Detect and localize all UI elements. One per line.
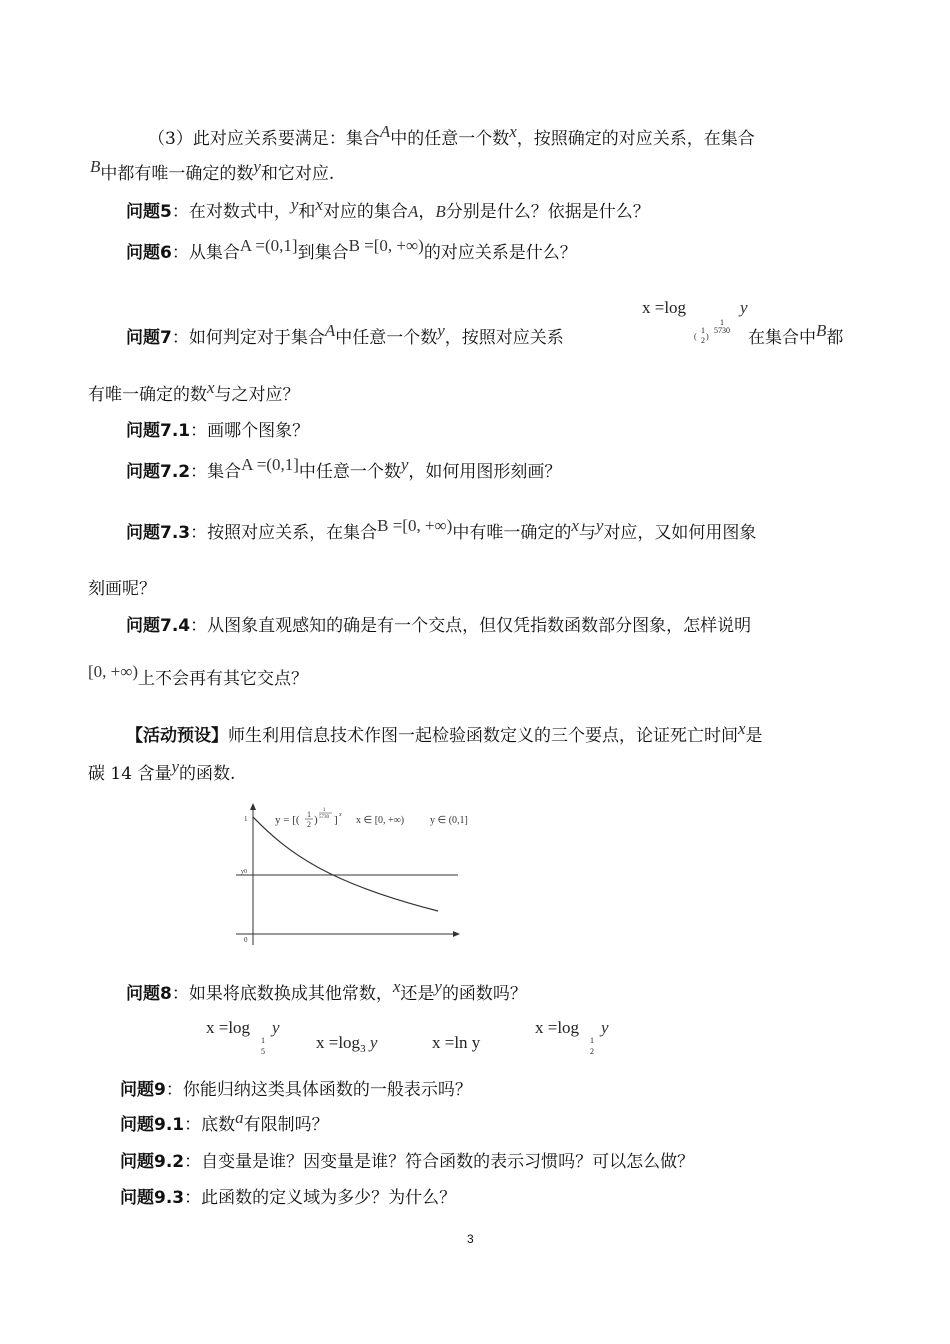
para-condition-3-line1: （3）此对应关系要满足：集合A中的任意一个数x，按照确定的对应关系，在集合 (148, 122, 755, 149)
graph-domain: x ∈ [0, +∞) (356, 815, 405, 826)
tick-label-y0: y0 (241, 869, 247, 875)
question-6: 问题6：从集合A =(0,1]到集合B =[0, +∞)的对应关系是什么？ (126, 236, 577, 263)
formula-log-one-half: x =log 1 2 y (535, 1018, 609, 1056)
graph-eq-exp-num: 1 (323, 808, 326, 813)
activity-preset-line1: 【活动预设】师生利用信息技术作图一起检验函数定义的三个要点，论证死亡时间x是 (126, 719, 763, 746)
question-7-line2: 有唯一确定的数x与之对应？ (88, 378, 300, 405)
x-axis-arrow (453, 931, 460, 937)
decay-curve (253, 817, 438, 911)
formula-log-one-fifth: x =log 1 5 y (206, 1018, 280, 1056)
question-5: 问题5：在对数式中，y和x对应的集合A，B分别是什么？依据是什么？ (126, 195, 650, 222)
y-axis-arrow (250, 803, 256, 810)
set-b-expression: B =[0, +∞) (348, 236, 424, 255)
question-7-line1-end: 在集合中B都 (748, 321, 844, 348)
tick-label-0: 0 (244, 936, 248, 944)
log-formula-q7: x =log y ( 1 2 ) 1 5730 (642, 298, 748, 345)
question-7-4-line1: 问题7.4：从图象直观感知的确是有一个交点，但仅凭指数函数部分图象，怎样说明 (126, 616, 752, 636)
question-9-3: 问题9.3：此函数的定义域为多少？为什么？ (120, 1188, 457, 1208)
question-7-4-line2: [0, +∞)上不会再有其它交点？ (88, 662, 309, 689)
exponential-decay-graph (228, 803, 468, 948)
para-condition-3-line2: B中都有唯一确定的数y和它对应. (90, 157, 335, 184)
graph-eq-part-b: ) (314, 814, 318, 826)
formula-ln: x =ln y (432, 1033, 481, 1052)
graph-eq-frac-den: 2 (307, 820, 311, 829)
graph-eq-part-a: y = [( (275, 814, 300, 826)
graph-range: y ∈ (0,1] (430, 815, 468, 826)
question-9: 问题9：你能归纳这类具体函数的一般表示吗？ (120, 1080, 472, 1100)
tick-label-1: 1 (244, 815, 248, 823)
question-7-1: 问题7.1：画哪个图象？ (126, 421, 310, 441)
question-7-3-line1: 问题7.3：按照对应关系，在集合B =[0, +∞)中有唯一确定的x与y对应，又如何用图象 (126, 516, 757, 543)
question-7-2: 问题7.2：集合A =(0,1]中任意一个数y，如何用图形刻画？ (126, 455, 562, 482)
question-9-2: 问题9.2：自变量是谁？因变量是谁？符合函数的表示习惯吗？可以怎么做？ (120, 1152, 695, 1172)
question-9-1: 问题9.1：底数a有限制吗？ (120, 1108, 329, 1135)
graph-eq-exponent-x: x (339, 812, 342, 818)
question-8: 问题8：如果将底数换成其他常数，x还是y的函数吗？ (126, 977, 527, 1004)
graph-eq-frac-num: 1 (307, 810, 311, 819)
graph-eq-exp-den: 5730 (319, 815, 329, 820)
activity-preset-line2: 碳 14 含量y的函数. (88, 757, 236, 784)
graph-eq-part-c: ] (334, 814, 338, 826)
set-a-expression: A =(0,1] (239, 236, 298, 255)
question-7-line1: 问题7：如何判定对于集合A中任意一个数y，按照对应关系 (126, 321, 564, 348)
question-7-3-line2: 刻画呢？ (88, 579, 156, 599)
formula-log-3: $x =\log_3$ y (316, 1033, 378, 1055)
page-number: 3 (467, 1232, 474, 1246)
